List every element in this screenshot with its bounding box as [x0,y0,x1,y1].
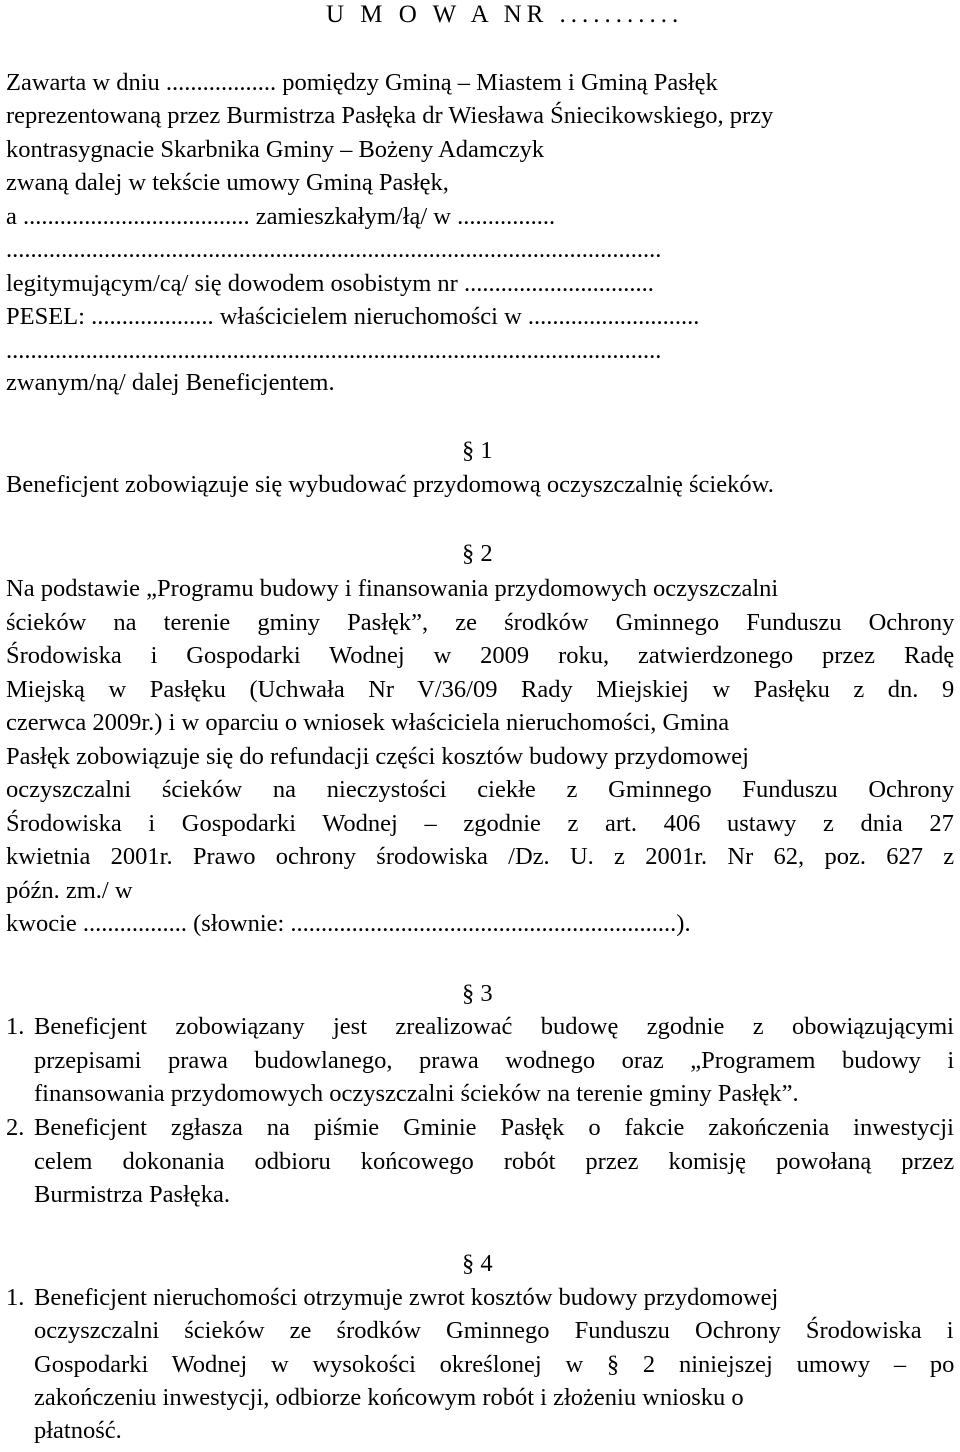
section-2-heading: § 2 [462,540,493,567]
section-3-item-2-line-3: Burmistrza Pasłęka. [34,1181,230,1208]
section-4-item-1-line-1: Beneficjent nieruchomości otrzymuje zwrot kosztów budowy przydomowej [34,1284,779,1311]
intro-line-5: a ..................................... zamieszkałym/łą/ w ................ [6,203,556,230]
intro-line-7: legitymującym/cą/ się dowodem osobistym nr ............................... [6,270,654,297]
section-3-heading: § 3 [462,980,493,1007]
section-2-line-6: Pasłęk zobowiązuje się do refundacji części kosztów budowy przydomowej [6,743,749,770]
section-2-line-11: kwocie ................. (słownie: ...............................................................). [6,910,691,937]
intro-line-8: PESEL: .................... właścicielem nieruchomości w ............................ [6,303,700,330]
section-4-item-1-line-3: Gospodarki Wodnej w wysokości określonej w § 2 niniejszej umowy – po [34,1351,955,1378]
intro-line-2: reprezentowaną przez Burmistrza Pasłęka dr Wiesława Śniecikowskiego, przy [6,102,774,129]
section-2-line-9: kwietnia 2001r. Prawo ochrony środowiska /Dz. U. z 2001r. Nr 62, poz. 627 z [6,843,955,870]
section-3-item-1-line-1: Beneficjent zobowiązany jest zrealizować budowę zgodnie z obowiązującymi [34,1013,954,1040]
section-2-line-5: czerwca 2009r.) i w oparciu o wniosek właściciela nieruchomości, Gmina [6,709,730,736]
section-2-line-10: późn. zm./ w [6,877,133,904]
intro-line-9: ........................................................................................................... [6,337,662,364]
section-2-line-8: Środowiska i Gospodarki Wodnej – zgodnie z art. 406 ustawy z dnia 27 [6,810,954,837]
section-2-line-3: Środowiska i Gospodarki Wodnej w 2009 roku, zatwierdzonego przez Radę [6,642,955,669]
section-3-item-1-number: 1. [6,1013,25,1040]
section-4-item-1-line-2: oczyszczalni ścieków ze środków Gminnego Funduszu Ochrony Środowiska i [34,1317,954,1344]
intro-line-6: ........................................................................................................... [6,236,662,263]
section-2-line-4: Miejską w Pasłęku (Uchwała Nr V/36/09 Rady Miejskiej w Pasłęku z dn. 9 [6,676,955,703]
section-3-item-2-line-1: Beneficjent zgłasza na piśmie Gminie Pasłęk o fakcie zakończenia inwestycji [34,1114,954,1141]
document-title: U M O W A NR ........... [326,1,684,28]
intro-line-1: Zawarta w dniu .................. pomiędzy Gminą – Miastem i Gminą Pasłęk [6,69,718,96]
section-4-item-1-line-5: płatność. [34,1417,122,1444]
section-1-heading: § 1 [462,437,493,464]
intro-line-3: kontrasygnacie Skarbnika Gminy – Bożeny Adamczyk [6,136,545,163]
section-3-item-2-number: 2. [6,1114,25,1141]
section-4-heading: § 4 [462,1250,493,1277]
intro-line-10: zwanym/ną/ dalej Beneficjentem. [6,369,335,396]
section-2-line-7: oczyszczalni ścieków na nieczystości ciekłe z Gminnego Funduszu Ochrony [6,776,955,803]
section-4-item-1-line-4: zakończeniu inwestycji, odbiorze końcowym robót i złożeniu wniosku o [34,1384,744,1411]
section-3-item-1-line-3: finansowania przydomowych oczyszczalni ścieków na terenie gminy Pasłęk”. [34,1080,799,1107]
section-4-item-1-number: 1. [6,1284,25,1311]
section-2-line-1: Na podstawie „Programu budowy i finansowania przydomowych oczyszczalni [6,575,779,602]
section-3-item-1-line-2: przepisami prawa budowlanego, prawa wodnego oraz „Programem budowy i [34,1047,955,1074]
section-2-line-2: ścieków na terenie gminy Pasłęk”, ze środków Gminnego Funduszu Ochrony [6,609,955,636]
intro-line-4: zwaną dalej w tekście umowy Gminą Pasłęk, [6,169,449,196]
section-3-item-2-line-2: celem dokonania odbioru końcowego robót przez komisję powołaną przez [34,1148,955,1175]
section-1-text: Beneficjent zobowiązuje się wybudować przydomową oczyszczalnię ścieków. [6,471,774,498]
